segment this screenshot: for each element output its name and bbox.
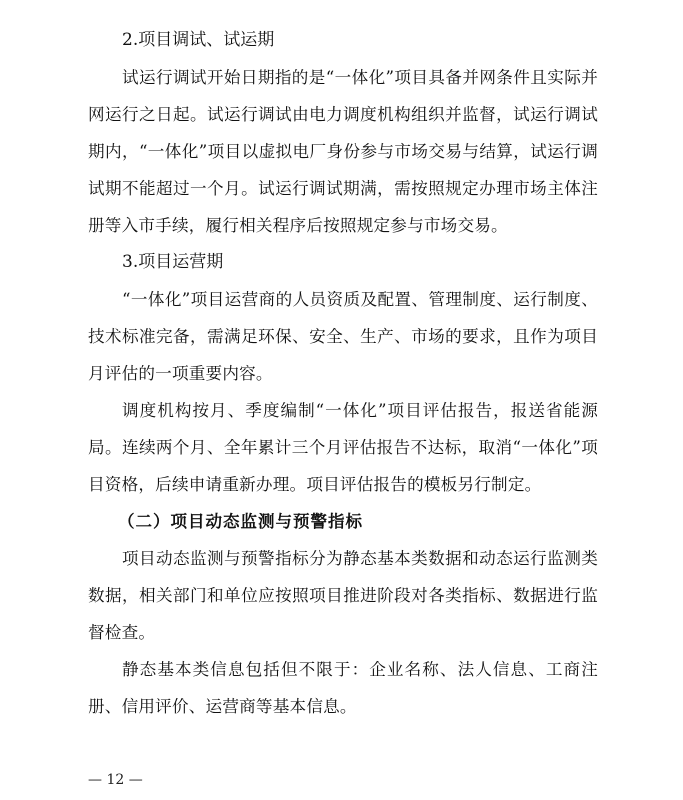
section-heading-operation-period: 3.项目运营期 xyxy=(122,252,224,272)
paragraph-static-info: 静态基本类信息包括但不限于：企业名称、法人信息、工商注册、信用评价、运营商等基本信息。 xyxy=(88,660,598,716)
section-heading-monitoring-indicators: （二）项目动态监测与预警指标 xyxy=(118,512,363,531)
section-heading-debug-trial-period: 2.项目调试、试运期 xyxy=(122,30,275,50)
paragraph-indicator-categories: 项目动态监测与预警指标分为静态基本类数据和动态运行监测类数据，相关部门和单位应按照项目推进阶段对各类指标、数据进行监督检查。 xyxy=(88,549,598,642)
paragraph-trial-operation: 试运行调试开始日期指的是“一体化”项目具备并网条件且实际并网运行之日起。试运行调试由电力调度机构组织并监督，试运行调试期内，“一体化”项目以虚拟电厂身份参与市场交易与结算，试运行调试期不能超过一个月。试运行调试期满，需按照规定办理市场主体注册等入市手续，履行相关程序后按照规定参与市场交易。 xyxy=(88,68,598,235)
document-body xyxy=(88,22,598,725)
paragraph-operator-requirements: “一体化”项目运营商的人员资质及配置、管理制度、运行制度、技术标准完备，需满足环保、安全、生产、市场的要求，且作为项目月评估的一项重要内容。 xyxy=(88,290,598,383)
page-number: — 12 — xyxy=(88,772,143,788)
paragraph-evaluation-report: 调度机构按月、季度编制“一体化”项目评估报告，报送省能源局。连续两个月、全年累计三个月评估报告不达标，取消“一体化”项目资格，后续申请重新办理。项目评估报告的模板另行制定。 xyxy=(88,401,598,494)
